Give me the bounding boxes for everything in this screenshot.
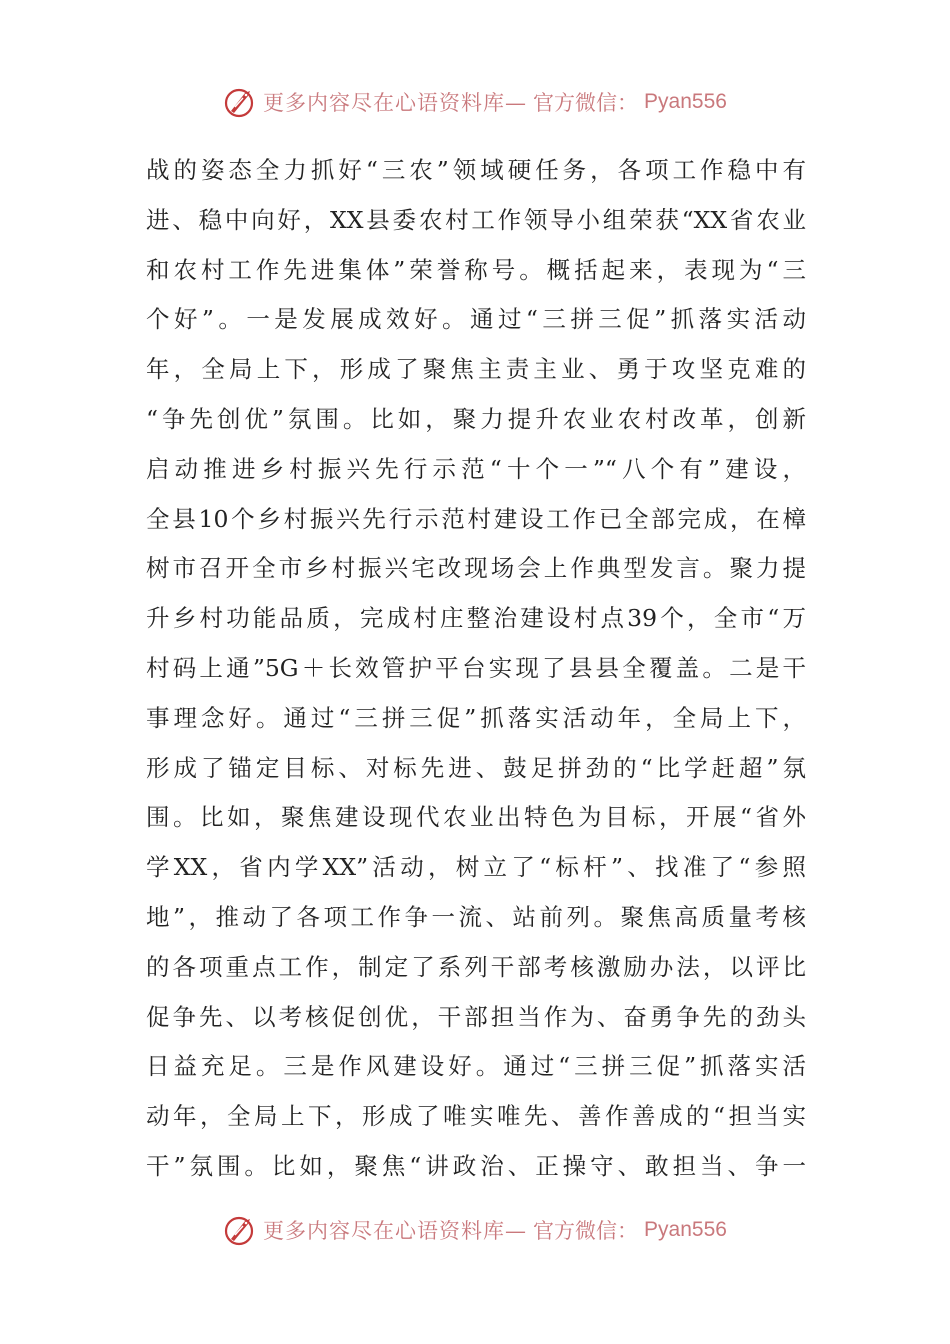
body-line: 动年，全局上下，形成了唯实唯先、善作善成的“担当实: [146, 1102, 806, 1131]
header-banner: [0, 82, 950, 122]
body-line: 的各项重点工作，制定了系列干部考核激励办法，以评比: [146, 952, 806, 981]
body-line: 围。比如，聚焦建设现代农业出特色为目标，开展“省外: [146, 803, 806, 832]
header-wechat-label: 官方微信：: [533, 91, 639, 115]
body-line: “争先创优”氛围。比如，聚力提升农业农村改革，创新: [146, 404, 806, 433]
pen-nib-logo-icon: [223, 1213, 257, 1247]
body-line: 干”氛围。比如，聚焦“讲政治、正操守、敢担当、争一: [146, 1151, 806, 1180]
header-wechat-id: Pyan556: [644, 90, 727, 113]
header-banner-text: 更多内容尽在心语资料库—: [263, 91, 528, 115]
body-line: 启动推进乡村振兴先行示范“十个一”“八个有”建设，: [146, 454, 806, 483]
body-line: 和农村工作先进集体”荣誉称号。概括起来，表现为“三: [146, 255, 806, 284]
body-line: 事理念好。通过“三拼三促”抓落实活动年，全局上下，: [146, 703, 806, 732]
body-line: 村码上通”5G＋长效管护平台实现了县县全覆盖。二是干: [146, 653, 806, 682]
body-line: 全县10个乡村振兴先行示范村建设工作已全部完成，在樟: [146, 504, 806, 533]
pen-nib-logo-icon: [223, 85, 257, 119]
footer-wechat-id: Pyan556: [644, 1218, 727, 1241]
footer-banner: [0, 1210, 950, 1250]
body-line: 树市召开全市乡村振兴宅改现场会上作典型发言。聚力提: [146, 554, 806, 583]
footer-wechat-label: 官方微信：: [533, 1219, 639, 1243]
body-line: 升乡村功能品质，完成村庄整治建设村点39个，全市“万: [146, 604, 806, 633]
body-line: 个好”。一是发展成效好。通过“三拼三促”抓落实活动: [146, 305, 806, 334]
body-line: 地”，推动了各项工作争一流、站前列。聚焦高质量考核: [146, 902, 806, 931]
body-line: 日益充足。三是作风建设好。通过“三拼三促”抓落实活: [146, 1052, 806, 1081]
body-line: 促争先、以考核促创优，干部担当作为、奋勇争先的劲头: [146, 1002, 806, 1031]
body-line: 学XX，省内学XX”活动，树立了“标杆”、找准了“参照: [146, 853, 806, 882]
body-line: 战的姿态全力抓好“三农”领域硬任务，各项工作稳中有: [146, 156, 806, 184]
body-line: 进、稳中向好，XX县委农村工作领导小组荣获“XX省农业: [146, 205, 806, 234]
body-line: 年，全局上下，形成了聚焦主责主业、勇于攻坚克难的: [146, 355, 806, 384]
footer-banner-text: 更多内容尽在心语资料库—: [263, 1219, 528, 1243]
document-body: [146, 146, 806, 1192]
body-line: 形成了锚定目标、对标先进、鼓足拼劲的“比学赶超”氛: [146, 753, 806, 782]
